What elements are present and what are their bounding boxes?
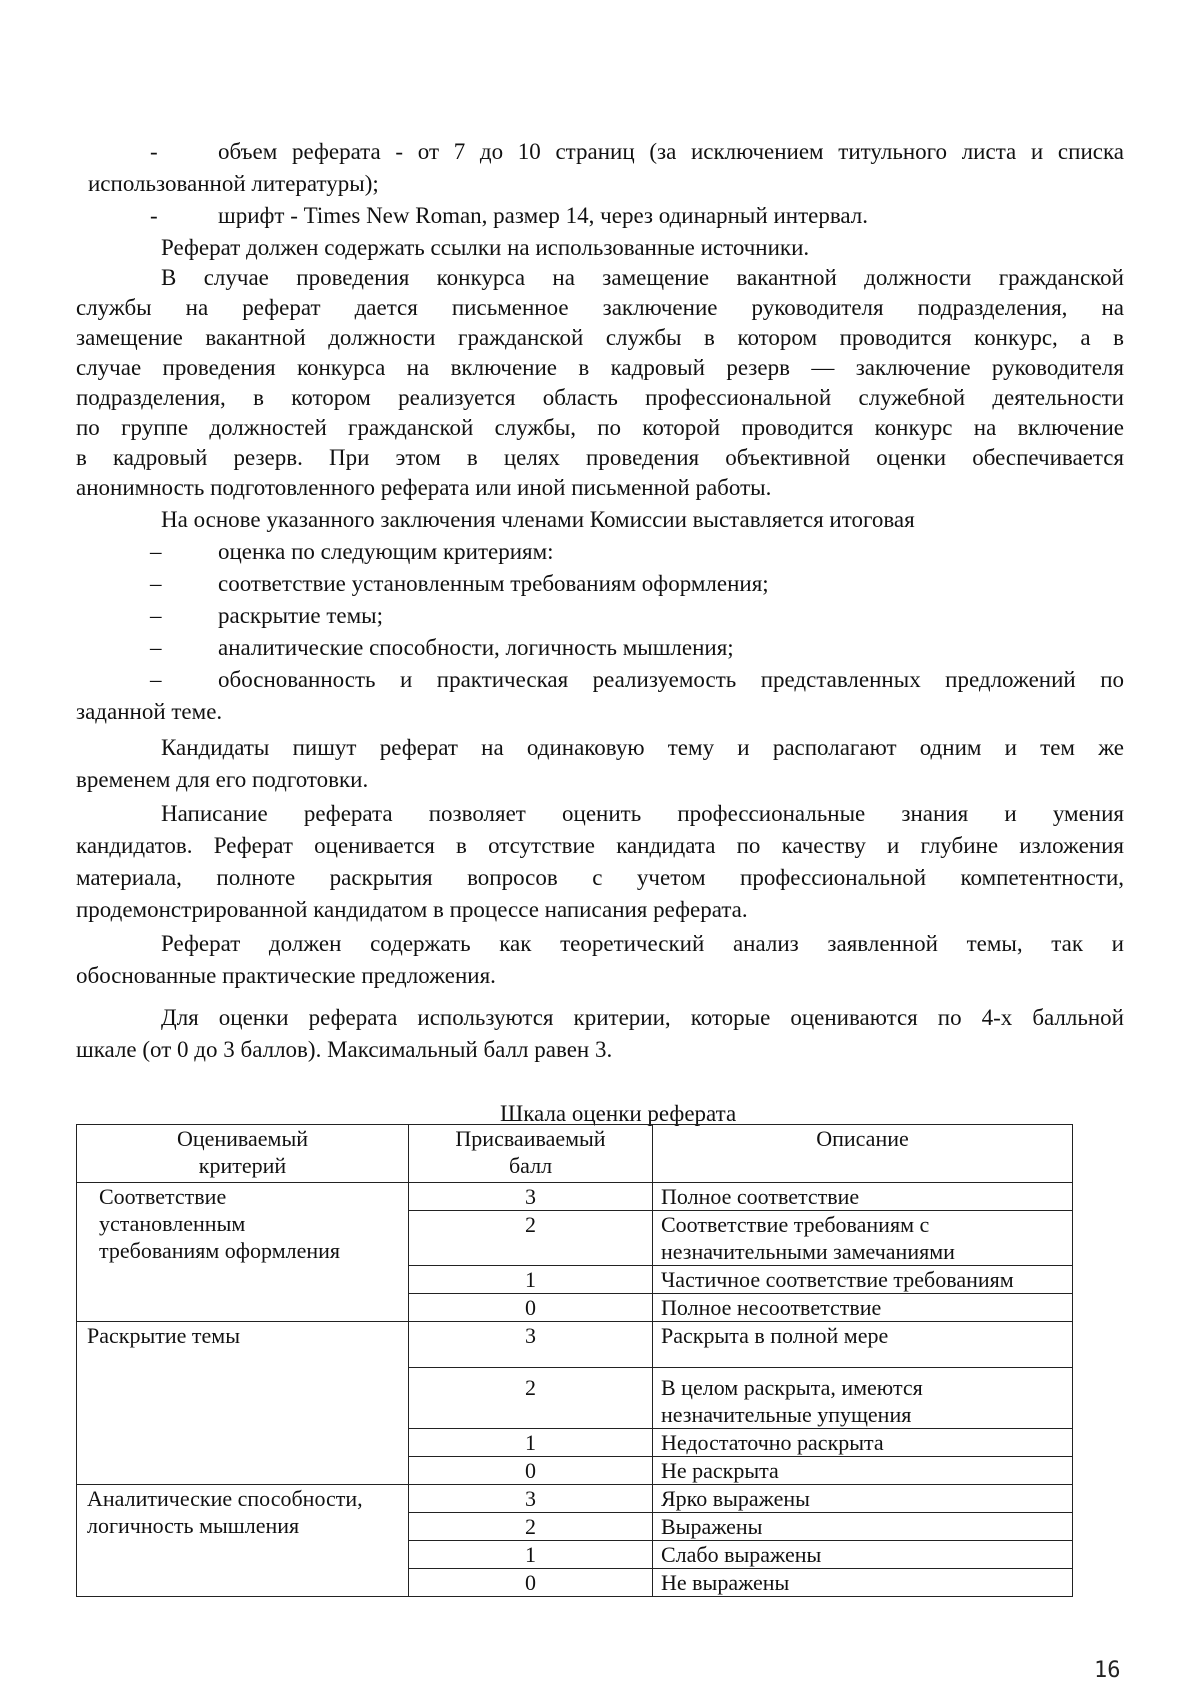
header-score: Присваиваемый балл bbox=[409, 1125, 653, 1183]
paragraph-content-line: обоснованные практические предложения. bbox=[76, 963, 496, 988]
criteria-item: обоснованность и практическая реализуемость представленных предложений по bbox=[218, 667, 1124, 692]
table-caption: Шкала оценки реферата bbox=[500, 1101, 737, 1126]
description-cell: Не выражены bbox=[653, 1569, 1073, 1597]
score-cell: 3 bbox=[409, 1485, 653, 1513]
paragraph-writing-line: Написание реферата позволяет оценить профессиональные знания и умения bbox=[161, 801, 1124, 826]
paragraph-conclusion-line: анонимность подготовленного реферата или иной письменной работы. bbox=[76, 475, 772, 500]
description-cell: Не раскрыта bbox=[653, 1457, 1073, 1485]
bullet-dash: - bbox=[150, 139, 158, 164]
criterion-cell: Раскрытие темы bbox=[77, 1322, 409, 1485]
table-row bbox=[77, 1322, 1073, 1368]
paragraph-references: Реферат должен содержать ссылки на использованные источники. bbox=[161, 235, 810, 260]
paragraph-writing-line: продемонстрированной кандидатом в процессе написания реферата. bbox=[76, 897, 748, 922]
description-cell: Соответствие требованиям с незначительными замечаниями bbox=[653, 1211, 1073, 1266]
score-cell: 0 bbox=[409, 1294, 653, 1322]
criteria-item: соответствие установленным требованиям оформления; bbox=[218, 571, 769, 596]
score-cell: 0 bbox=[409, 1569, 653, 1597]
table-row bbox=[77, 1485, 1073, 1513]
table-header-row bbox=[77, 1125, 1073, 1183]
paragraph-conclusion-line: подразделения, в котором реализуется область профессиональной служебной деятельности bbox=[76, 385, 1124, 410]
paragraph-conclusion-line: замещение вакантной должности гражданской службы в котором проводится конкурс, а в bbox=[76, 325, 1124, 350]
list-dash: – bbox=[150, 635, 162, 660]
paragraph-content-line: Реферат должен содержать как теоретический анализ заявленной темы, так и bbox=[161, 931, 1124, 956]
paragraph-basis: На основе указанного заключения членами Комиссии выставляется итоговая bbox=[161, 507, 915, 532]
paragraph-conclusion-line: в кадровый резерв. При этом в целях проведения объективной оценки обеспечивается bbox=[76, 445, 1124, 470]
paragraph-same-topic-line: временем для его подготовки. bbox=[76, 767, 369, 792]
description-cell: Раскрыта в полной мере bbox=[653, 1322, 1073, 1368]
header-criterion: Оцениваемый критерий bbox=[77, 1125, 409, 1183]
bullet-dash: - bbox=[150, 203, 158, 228]
criteria-item: аналитические способности, логичность мышления; bbox=[218, 635, 734, 660]
scoring-table bbox=[76, 1124, 1073, 1597]
score-cell: 1 bbox=[409, 1429, 653, 1457]
criterion-cell: Соответствие установленным требованиям оформления bbox=[77, 1183, 409, 1322]
paragraph-scale-line: шкале (от 0 до 3 баллов). Максимальный балл равен 3. bbox=[76, 1037, 613, 1062]
list-dash: – bbox=[150, 603, 162, 628]
criteria-item: оценка по следующим критериям: bbox=[218, 539, 554, 564]
score-cell: 2 bbox=[409, 1211, 653, 1266]
description-cell: Выражены bbox=[653, 1513, 1073, 1541]
criterion-cell: Аналитические способности, логичность мышления bbox=[77, 1485, 409, 1597]
requirement-volume-line1: объем реферата - от 7 до 10 страниц (за исключением титульного листа и списка bbox=[218, 139, 1124, 164]
score-cell: 3 bbox=[409, 1183, 653, 1211]
list-dash: – bbox=[150, 667, 162, 692]
paragraph-scale-line: Для оценки реферата используются критерии, которые оцениваются по 4-х балльной bbox=[161, 1005, 1124, 1030]
page-number: 16 bbox=[1094, 1658, 1121, 1683]
description-cell: Ярко выражены bbox=[653, 1485, 1073, 1513]
description-cell: Недостаточно раскрыта bbox=[653, 1429, 1073, 1457]
list-dash: – bbox=[150, 539, 162, 564]
paragraph-conclusion-line: случае проведения конкурса на включение в кадровый резерв — заключение руководителя bbox=[76, 355, 1124, 380]
score-cell: 0 bbox=[409, 1457, 653, 1485]
description-cell: Полное несоответствие bbox=[653, 1294, 1073, 1322]
paragraph-conclusion-line: по группе должностей гражданской службы, по которой проводится конкурс на включение bbox=[76, 415, 1124, 440]
paragraph-writing-line: кандидатов. Реферат оценивается в отсутствие кандидата по качеству и глубине изложения bbox=[76, 833, 1124, 858]
description-cell: В целом раскрыта, имеются незначительные упущения bbox=[653, 1368, 1073, 1429]
score-cell: 3 bbox=[409, 1322, 653, 1368]
header-description: Описание bbox=[653, 1125, 1073, 1183]
score-cell: 2 bbox=[409, 1513, 653, 1541]
paragraph-same-topic-line: Кандидаты пишут реферат на одинаковую тему и располагают одним и тем же bbox=[161, 735, 1124, 760]
criteria-item: раскрытие темы; bbox=[218, 603, 384, 628]
description-cell: Слабо выражены bbox=[653, 1541, 1073, 1569]
table-row bbox=[77, 1183, 1073, 1211]
criteria-tail: заданной теме. bbox=[76, 699, 223, 724]
requirement-font: шрифт - Times New Roman, размер 14, через одинарный интервал. bbox=[218, 203, 869, 228]
score-cell: 1 bbox=[409, 1541, 653, 1569]
description-cell: Полное соответствие bbox=[653, 1183, 1073, 1211]
list-dash: – bbox=[150, 571, 162, 596]
paragraph-conclusion-line: службы на реферат дается письменное заключение руководителя подразделения, на bbox=[76, 295, 1124, 320]
score-cell: 1 bbox=[409, 1266, 653, 1294]
paragraph-writing-line: материала, полноте раскрытия вопросов с учетом профессиональной компетентности, bbox=[76, 865, 1124, 890]
paragraph-conclusion-line: В случае проведения конкурса на замещение вакантной должности гражданской bbox=[161, 265, 1124, 290]
requirement-volume-line2: использованной литературы); bbox=[88, 171, 379, 196]
score-cell: 2 bbox=[409, 1368, 653, 1429]
description-cell: Частичное соответствие требованиям bbox=[653, 1266, 1073, 1294]
